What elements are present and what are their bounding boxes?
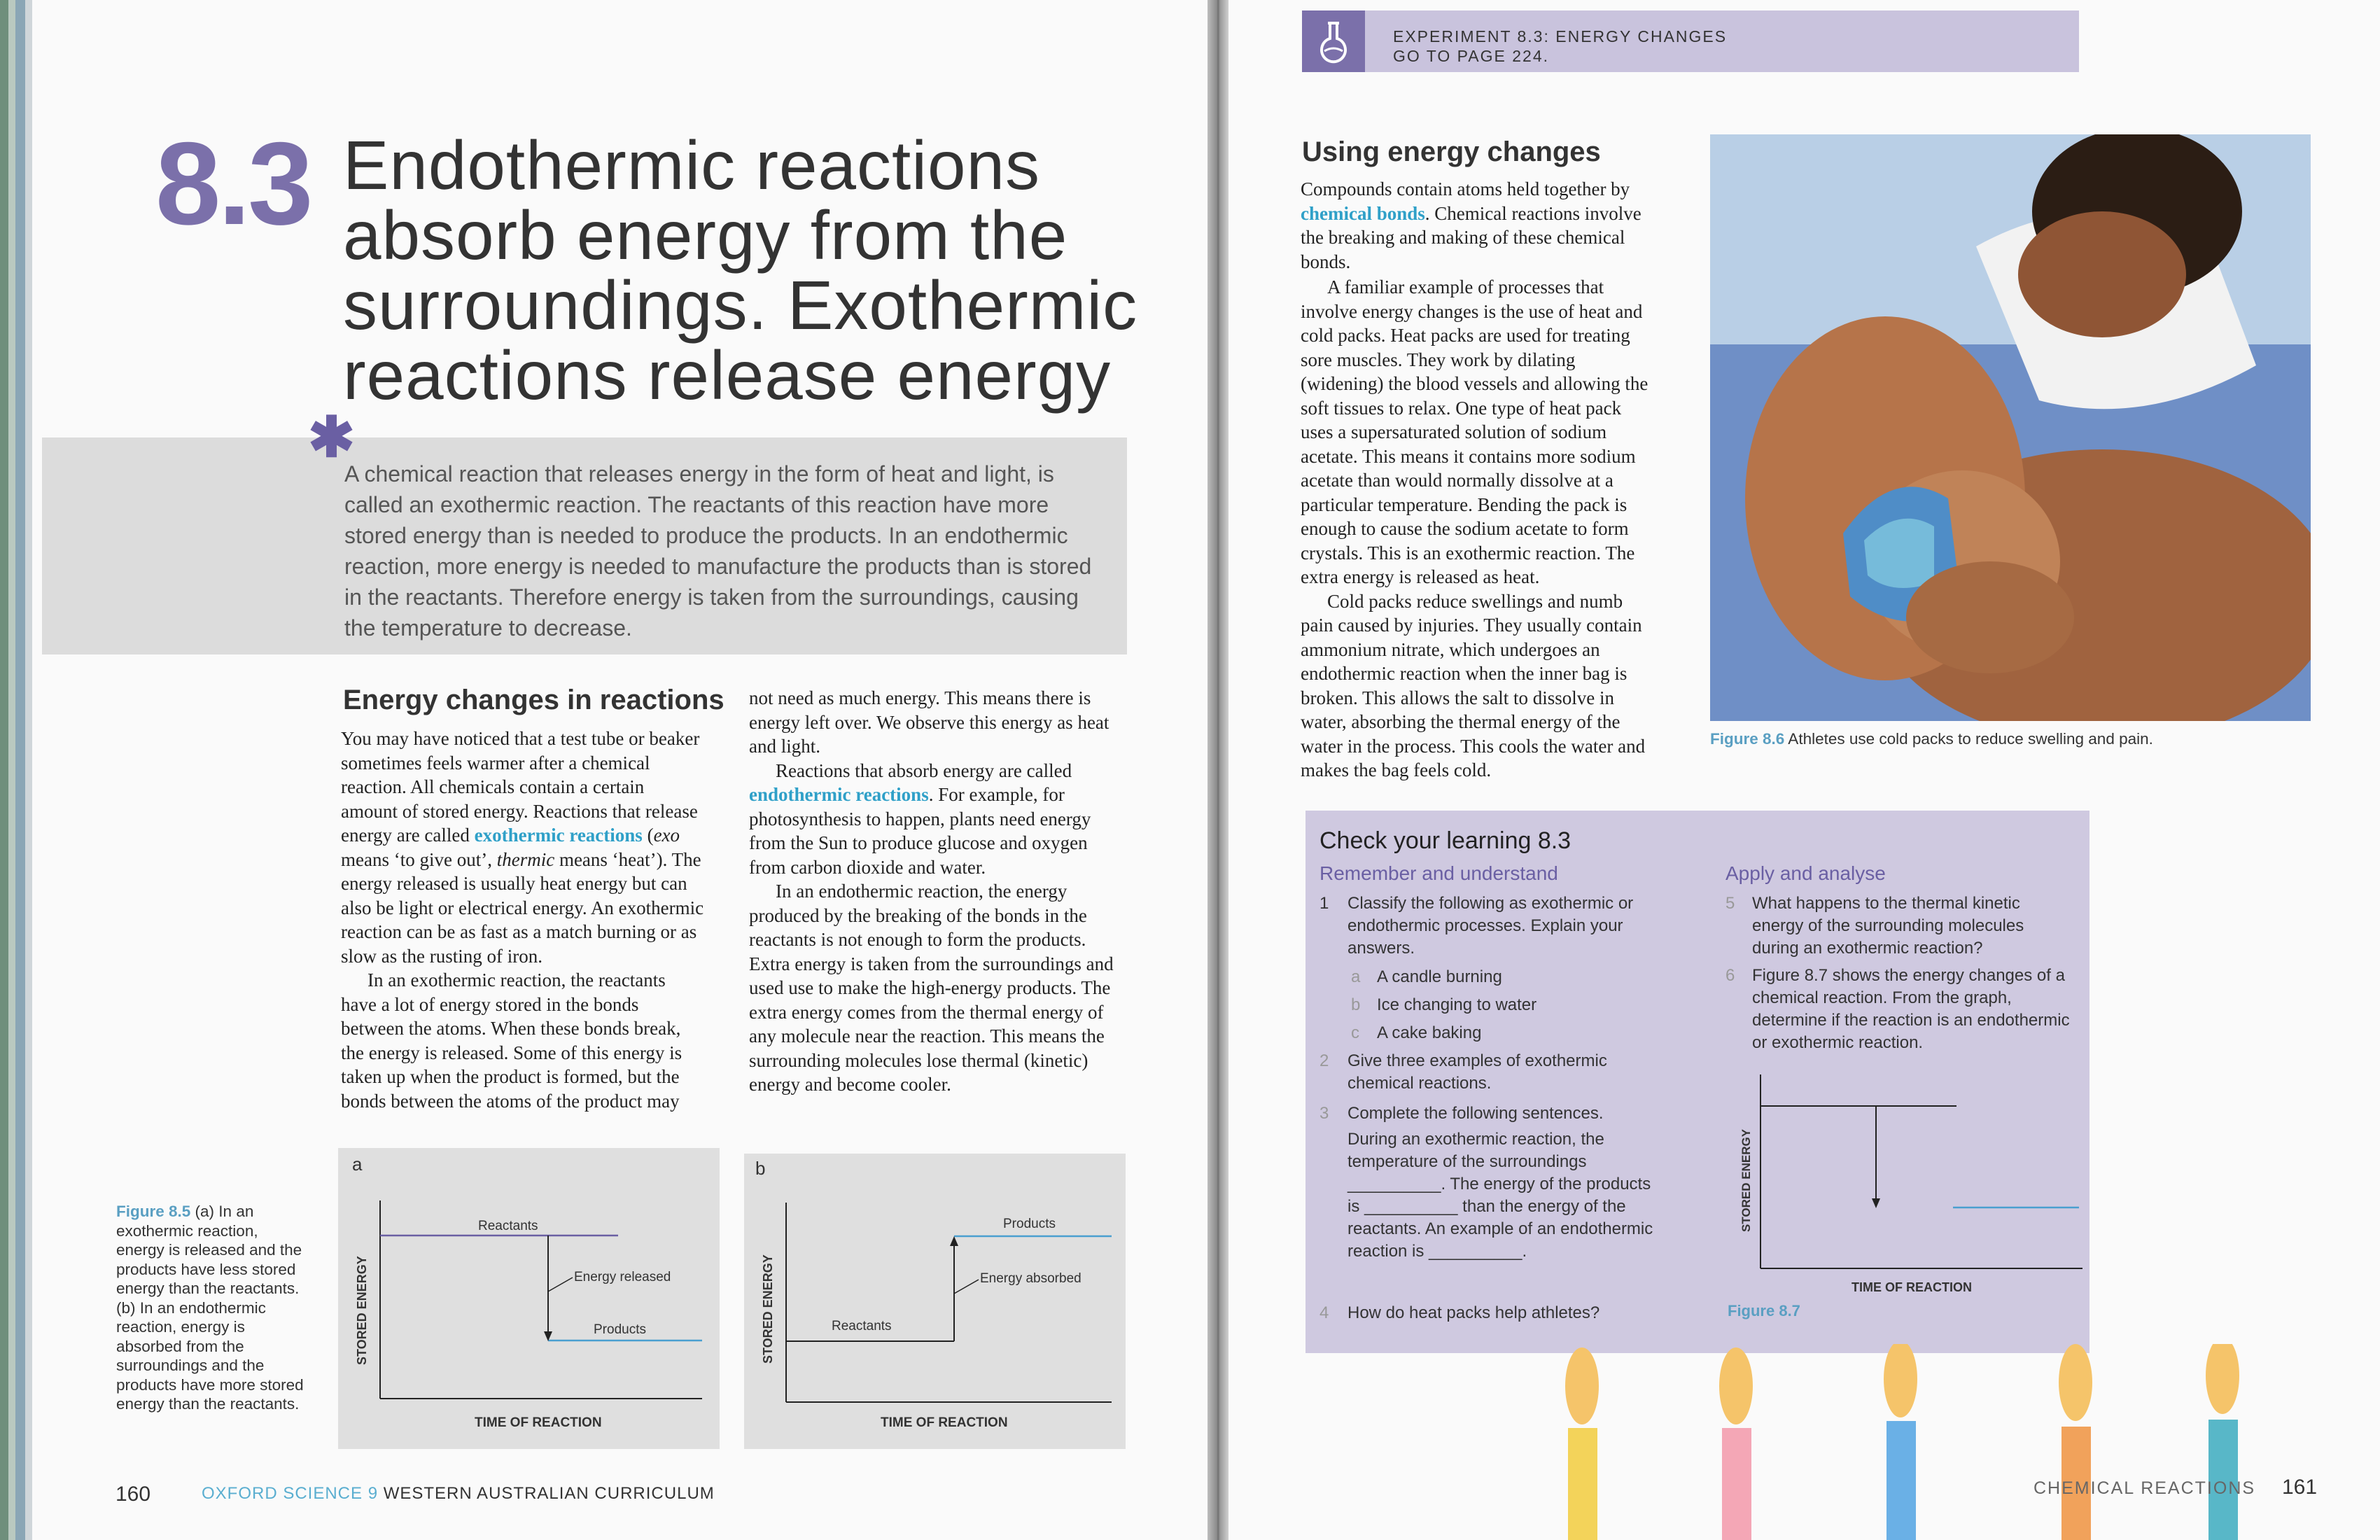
keyword-endothermic: endothermic reactions [749, 784, 929, 805]
exothermic-energy-diagram [338, 1148, 720, 1449]
caption-text: (a) In an exothermic reaction, energy is released and the products have less stored energy than the reactants. (b) In an endothermic reaction, energy is absorbed from the surroundings and the products have more stored energy than the reactants. [116, 1203, 304, 1413]
y-axis-label: STORED ENERGY [1740, 1128, 1753, 1232]
intro-text: A chemical reaction that releases energy in the form of heat and light, is called an exothermic reaction. The reactants of this reaction have more stored energy than is needed to produce the products. In an endothermic reaction, more energy is needed to manufacture the products than is stored in the reactants. Therefore energy is taken from the surroundings, causing the temperature to decrease. [344, 461, 1092, 640]
question-number: 1 [1320, 894, 1329, 913]
x-axis-label: TIME OF REACTION [1851, 1280, 1972, 1294]
keyword-exothermic: exothermic reactions [474, 825, 643, 846]
figure-8-5a-panel [338, 1148, 720, 1449]
page-edge-strip [8, 0, 15, 1540]
text-run: You may have noticed that a test tube or beaker sometimes feels warmer after a chemical reaction. All chemicals contain a certain amount of stored energy. Reactions that release energy are called [341, 728, 700, 846]
page-edge-strip [25, 0, 32, 1540]
section-title-line: Endothermic reactions [343, 127, 1041, 204]
arrow-head [1872, 1198, 1880, 1208]
book-gutter [1208, 0, 1228, 1540]
question-1a: A candle burning [1377, 967, 1502, 986]
y-axis-label: STORED ENERGY [761, 1254, 775, 1364]
question-number: 3 [1320, 1104, 1329, 1123]
experiment-page-ref: GO TO PAGE 224. [1393, 47, 1550, 65]
candle [2206, 1344, 2239, 1540]
athlete-cold-pack-photo [1710, 134, 2311, 721]
footer-chapter: CHEMICAL REACTIONS [2033, 1478, 2256, 1498]
section-title [343, 127, 1148, 414]
text-run: exo [653, 825, 680, 846]
using-body-column [1301, 275, 1651, 783]
section-title-line: reactions release energy [343, 337, 1112, 414]
body-column-2 [749, 686, 1120, 1097]
text-run: means ‘heat’). The energy released is usually heat energy but can also be light or electrical energy. An exothermic reaction can be as fast as a match burning or as slow as the rusting of iron. [341, 848, 704, 967]
figure-8-5-caption [116, 1202, 305, 1414]
panel-letter: a [352, 1154, 363, 1175]
candle [2059, 1344, 2092, 1540]
energy-released-label: Energy released [574, 1270, 671, 1284]
remember-understand-heading: Remember and understand [1320, 862, 1558, 884]
arrow-head [950, 1236, 958, 1246]
footer-rest: WESTERN AUSTRALIAN CURRICULUM [378, 1484, 715, 1503]
keyword-chemical-bonds: chemical bonds [1301, 202, 1425, 224]
question-number: 2 [1320, 1051, 1329, 1070]
body-paragraph: not need as much energy. This means there is energy left over. We observe this energy as heat and light. [749, 687, 1110, 757]
section-number: 8.3 [155, 118, 311, 249]
text-run: ( [642, 825, 654, 846]
figure-8-7-caption: Figure 8.7 [1728, 1302, 1800, 1320]
right-page [1228, 0, 2380, 1540]
text-run: means ‘to give out’, [341, 848, 497, 870]
energy-changes-heading: Energy changes in reactions [343, 685, 724, 715]
using-energy-changes-heading: Using energy changes [1302, 136, 1601, 167]
question-number: 4 [1320, 1303, 1329, 1322]
body-paragraph [749, 759, 1120, 880]
energy-absorbed-label: Energy absorbed [980, 1271, 1082, 1286]
products-label: Products [594, 1322, 646, 1337]
caption-text: Athletes use cold packs to reduce swelling and pain. [1784, 730, 2153, 748]
question-6: Figure 8.7 shows the energy changes of a chemical reaction. From the graph, determine if the reaction is an endothermic or exothermic reaction. [1752, 966, 2070, 1052]
y-axis-label: STORED ENERGY [355, 1256, 369, 1365]
question-1c: A cake baking [1377, 1023, 1482, 1042]
asterisk-icon: ✱ [308, 406, 356, 468]
figure-8-6-caption [1710, 730, 2153, 748]
question-4: How do heat packs help athletes? [1348, 1303, 1600, 1322]
figure-8-7-graph [1732, 1064, 2082, 1295]
body-paragraph [341, 727, 705, 968]
label-leader [548, 1278, 573, 1292]
figure-8-7-svg [1732, 1064, 2082, 1295]
question-3: Complete the following sentences. [1348, 1104, 1604, 1123]
x-axis-label: TIME OF REACTION [475, 1415, 602, 1430]
text-run: . Chemical reactions involve the breaking and making of these chemical bonds. [1301, 202, 1642, 272]
text-run: . For example, for photosynthesis to happen, plants need energy from the Sun to produce glucose and oxygen from carbon dioxide and water. [749, 784, 1091, 878]
footer-brand: OXFORD SCIENCE 9 [202, 1484, 379, 1503]
page-edge-strip [15, 0, 25, 1540]
text-run: Compounds contain atoms held together by [1301, 178, 1630, 200]
question-number: 5 [1726, 894, 1735, 913]
photo-illustration [1710, 134, 2311, 721]
endothermic-energy-diagram [744, 1154, 1126, 1449]
label-leader [954, 1280, 979, 1294]
question-1: Classify the following as exothermic or endothermic processes. Explain your answers. [1348, 894, 1634, 958]
experiment-link[interactable] [1393, 27, 1727, 66]
reactants-label: Reactants [832, 1319, 892, 1334]
question-5: What happens to the thermal kinetic energy of the surrounding molecules during an exothermic reaction? [1752, 894, 2024, 958]
subquestion-letter: b [1351, 995, 1361, 1014]
birthday-candles-image [1508, 1344, 2348, 1540]
check-your-learning-title: Check your learning 8.3 [1320, 827, 1572, 854]
footer-title [202, 1484, 715, 1504]
x-axis-label: TIME OF REACTION [881, 1415, 1008, 1430]
experiment-title: EXPERIMENT 8.3: ENERGY CHANGES [1393, 27, 1728, 46]
question-2: Give three examples of exothermic chemical reactions. [1348, 1051, 1607, 1093]
question-number: 6 [1726, 966, 1735, 985]
question-3-text: During an exothermic reaction, the temperature of the surroundings __________. The energy of the products is __________ than the energy of the reactants. An example of an endothermic reaction is __________. [1348, 1130, 1653, 1261]
page-edge-strip [0, 0, 8, 1540]
body-paragraph: In an exothermic reaction, the reactants have a lot of energy stored in the bonds between the atoms. When these bonds break, the energy is released. Some of this energy is taken up when the product is formed, but the bonds between the atoms of the product may [341, 969, 682, 1112]
text-run: Reactions that absorb energy are called [776, 760, 1072, 781]
figure-label: Figure 8.5 [116, 1203, 191, 1220]
page-number: 161 [2282, 1476, 2318, 1499]
text-run: thermic [496, 848, 555, 870]
body-paragraph: Cold packs reduce swellings and numb pain caused by injuries. They usually contain ammonium nitrate, which undergoes an endothermic reaction when the inner bag is broken. This allows the salt to dissolve in water, absorbing the thermal energy of the water in the process. This cools the water and makes the bag feels cold. [1301, 590, 1646, 780]
subquestion-letter: c [1351, 1023, 1359, 1042]
subquestion-letter: a [1351, 967, 1361, 986]
page-number: 160 [115, 1483, 151, 1506]
figure-label: Figure 8.6 [1710, 730, 1785, 748]
using-intro-paragraph [1301, 177, 1665, 274]
reactants-label: Reactants [478, 1219, 538, 1233]
products-label: Products [1003, 1217, 1056, 1231]
body-paragraph: A familiar example of processes that involve energy changes is the use of heat and cold packs. Heat packs are used for treating sore muscles. They work by dilating (widening) the blood vessels and allowing the soft tissues to relax. One type of heat pack uses a supersaturated solution of sodium acetate. This means it contains more sodium acetate than would normally dissolve at a particular temperature. Bending the pack is enough to cause the sodium acetate to form crystals. This is an exothermic reaction. The extra energy is released as heat. [1301, 276, 1648, 587]
body-paragraph: In an endothermic reaction, the energy produced by the breaking of the bonds in the reactants is not enough to form the products. Extra energy is taken from the surroundings and used use to make the high-energy products. The extra energy comes from the thermal energy of any molecule near the reaction. This means the surrounding molecules lose thermal (kinetic) energy and become cooler. [749, 881, 1114, 1095]
candle [1565, 1348, 1599, 1540]
section-title-line: surroundings. Exothermic [343, 267, 1138, 344]
section-title-line: absorb energy from the [343, 197, 1068, 274]
candle [1884, 1344, 1917, 1540]
apply-analyse-heading: Apply and analyse [1726, 862, 1886, 884]
question-1b: Ice changing to water [1377, 995, 1537, 1014]
body-column-1 [341, 727, 705, 1113]
panel-letter: b [755, 1158, 766, 1179]
candle [1719, 1348, 1753, 1540]
flask-icon [1302, 10, 1365, 72]
figure-8-5b-panel [744, 1154, 1126, 1449]
